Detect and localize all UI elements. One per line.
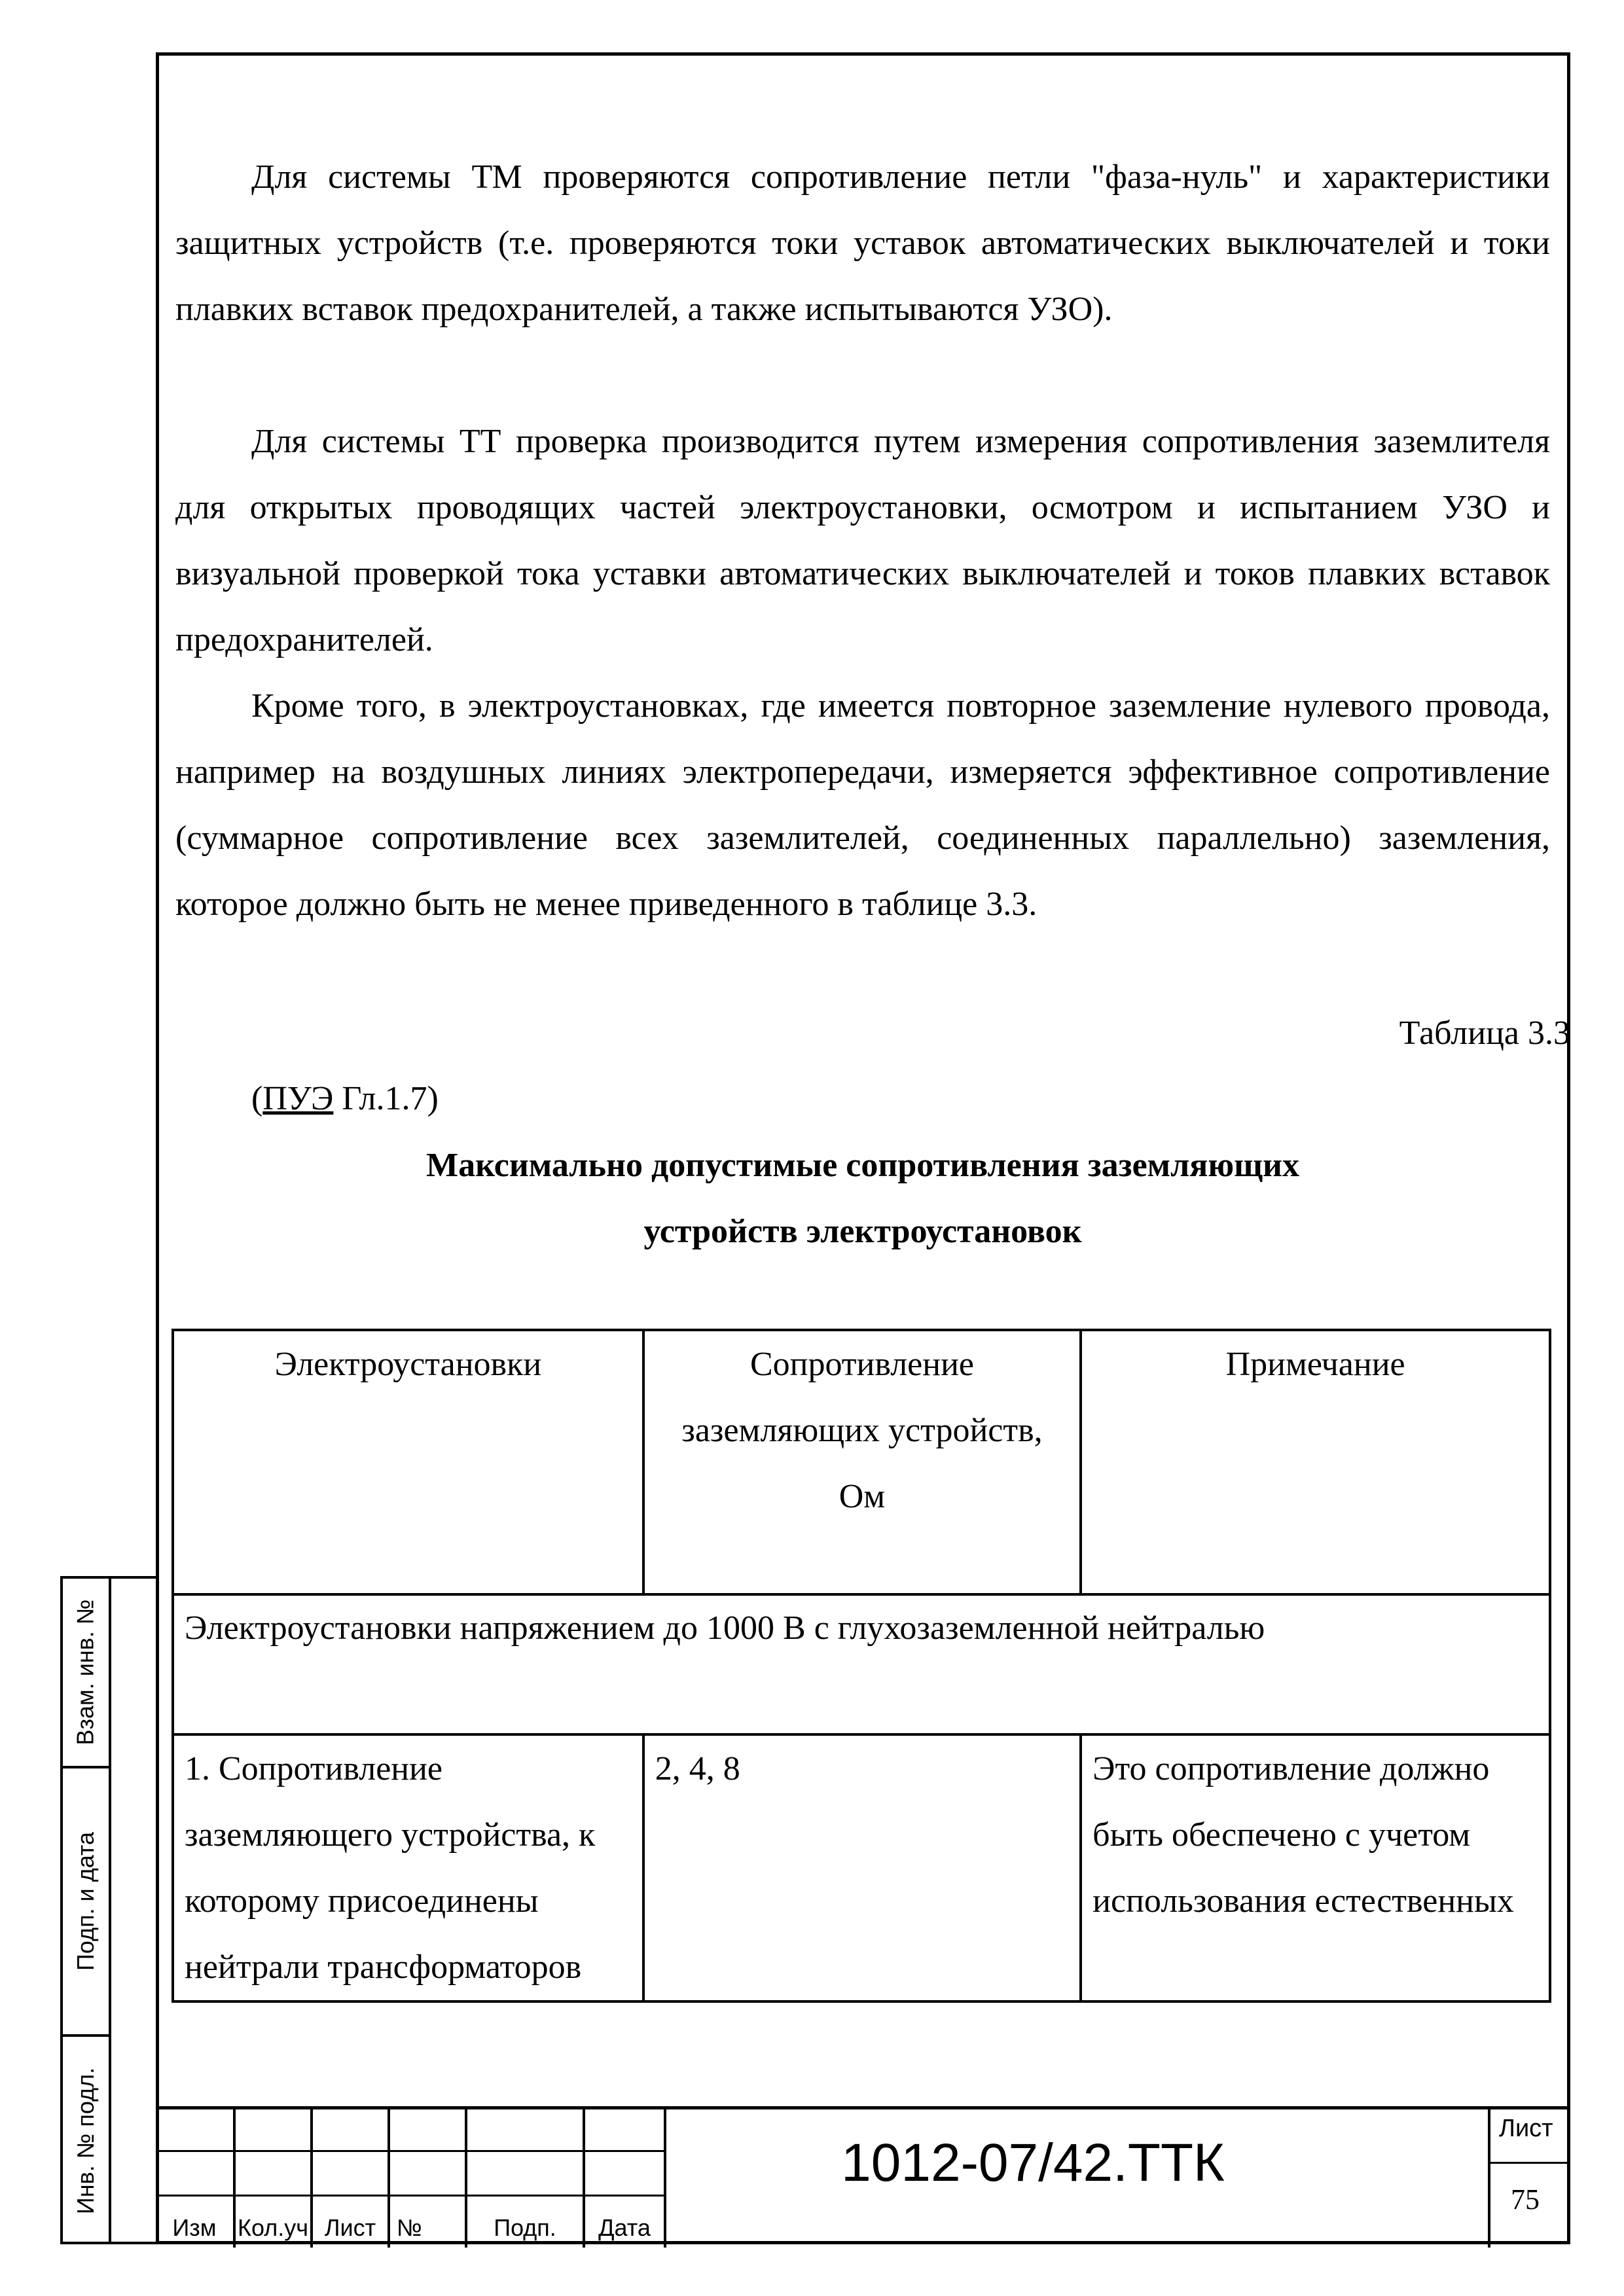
header-note: Примечание xyxy=(1081,1330,1550,1594)
side-label-replacement-inv: Взам. инв. № xyxy=(72,1599,99,1746)
side-stamp xyxy=(60,1576,156,2244)
col-label-count: Кол.уч xyxy=(238,2214,308,2241)
section-label: Электроустановки напряжением до 1000 В с глухозаземленной нейтралью xyxy=(173,1594,1550,1734)
table-title-line-2: устройств электроустановок xyxy=(643,1213,1082,1250)
title-block-divider xyxy=(664,2109,666,2248)
title-block xyxy=(156,2106,1570,2244)
paragraph-1: Для системы ТМ проверяются сопротивление петли "фаза-нуль" и характеристики защитных устройств (т.е. проверяются токи уставок автоматических выключателей и токи плавких вставок предохранителей, а также испытываются УЗО). xyxy=(175,158,1550,328)
paragraph-3: Кроме того, в электроустановках, где имеется повторное заземление нулевого провода, например на воздушных линиях электропередачи, измеряется эффективное сопротивление (суммарное сопротивление всех заземлителей, соединенных параллельно) заземления, которое должно быть не менее приведенного в таблице 3.3. xyxy=(175,687,1550,923)
side-label-signature-date: Подп. и дата xyxy=(72,1831,99,1971)
table-row xyxy=(173,1734,1550,2001)
sheet-number: 75 xyxy=(1511,2183,1540,2215)
row-note-cell: Это сопротивление должно быть обеспечено с учетом использования естественных xyxy=(1081,1734,1550,2001)
side-stamp-divider xyxy=(109,1579,111,2242)
pue-link[interactable]: ПУЭ xyxy=(262,1080,334,1117)
table-title-line-1: Максимально допустимые сопротивления заземляющих xyxy=(426,1147,1299,1184)
side-cell-signature-date xyxy=(63,1768,109,2037)
side-cell-replacement-inv xyxy=(63,1579,109,1768)
col-label-date: Дата xyxy=(598,2214,651,2241)
row-installation-cell: 1. Сопротивление заземляющего устройства, к которому присоединены нейтрали трансформаторов xyxy=(173,1734,643,2001)
title-block-rule xyxy=(156,2195,666,2197)
side-label-original-inv: Инв. № подл. xyxy=(72,2067,99,2214)
source-rest: Гл.1.7) xyxy=(333,1080,439,1117)
title-block-rule xyxy=(156,2150,666,2152)
header-resistance: Сопротивление заземляющих устройств, Ом xyxy=(643,1330,1081,1594)
resistance-table xyxy=(171,1329,1551,2003)
table-section-row xyxy=(173,1594,1550,1734)
sheet-label: Лист xyxy=(1499,2115,1553,2142)
paragraph-2: Для системы ТТ проверка производится путем измерения сопротивления заземлителя для открытых проводящих частей электроустановки, осмотром и испытанием УЗО и визуальной проверкой тока уставки автоматических выключателей и токов плавких вставок предохранителей. xyxy=(175,423,1550,658)
table-title xyxy=(175,1132,1550,1265)
table-number-label: Таблица 3.3 xyxy=(1399,1014,1570,1052)
table-header-row xyxy=(173,1330,1550,1594)
col-label-sheet: Лист xyxy=(324,2214,376,2241)
col-label-number: № xyxy=(397,2214,422,2241)
col-label-signature: Подп. xyxy=(494,2214,556,2241)
document-code: 1012-07/42.ТТК xyxy=(841,2133,1225,2193)
header-installations: Электроустановки xyxy=(173,1330,643,1594)
side-cell-original-inv xyxy=(63,2037,109,2244)
source-reference xyxy=(251,1066,439,1132)
source-open: ( xyxy=(251,1080,263,1117)
title-block-rule xyxy=(1488,2162,1570,2164)
title-block-divider xyxy=(1488,2109,1490,2248)
col-label-change: Изм xyxy=(172,2214,217,2241)
row-resistance-cell: 2, 4, 8 xyxy=(643,1734,1081,2001)
